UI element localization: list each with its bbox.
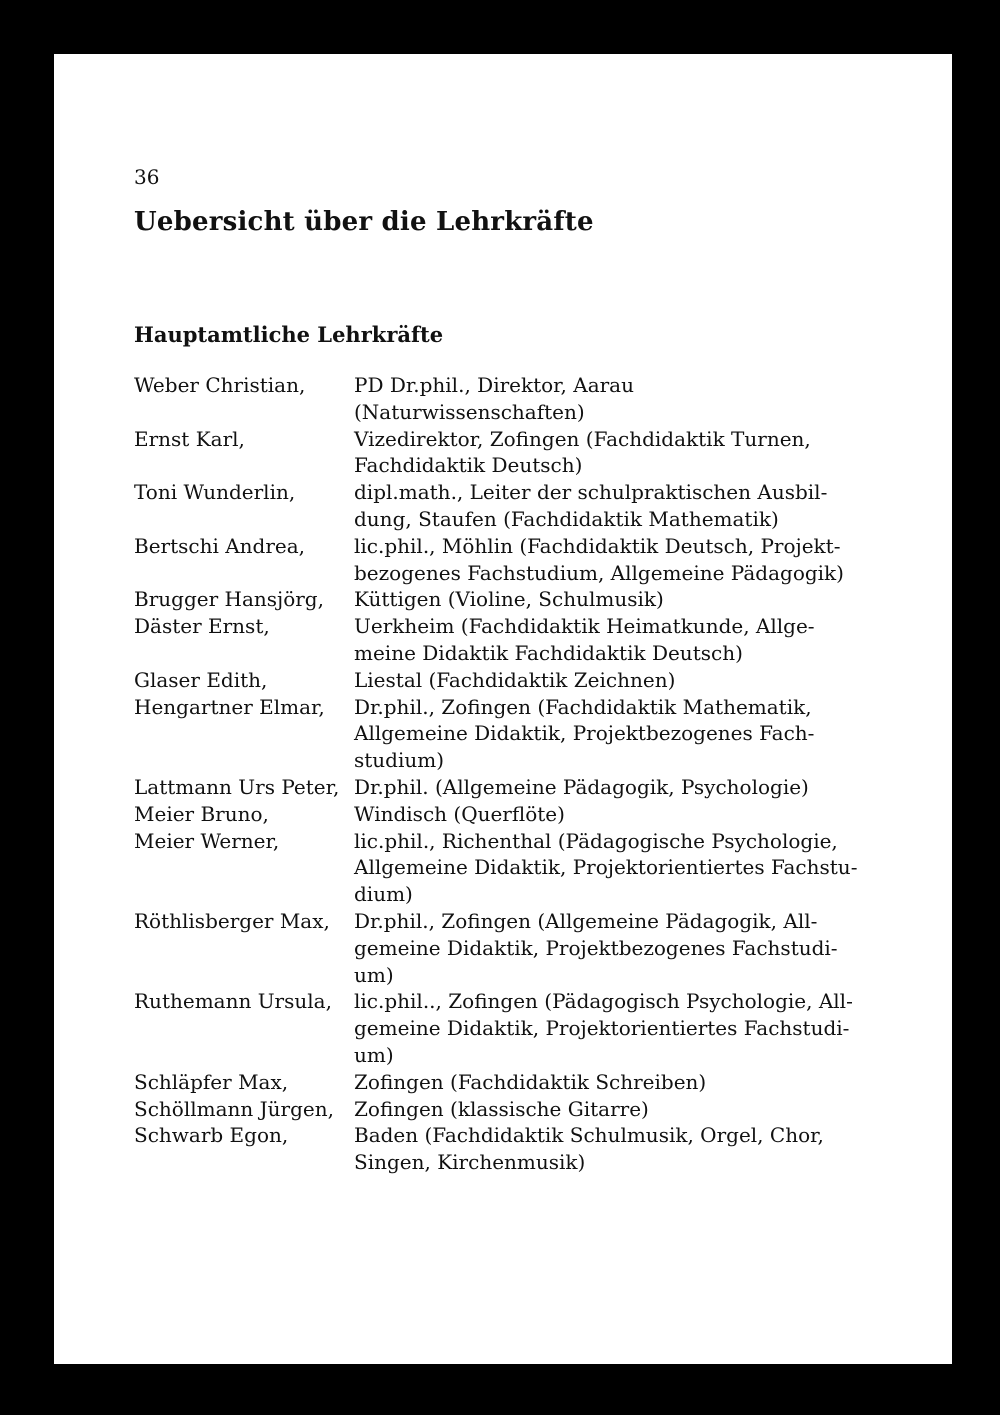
staff-entry — [134, 479, 864, 533]
staff-description-line: meine Didaktik Fachdidaktik Deutsch) — [354, 640, 743, 665]
staff-name: Meier Werner, — [134, 828, 280, 853]
staff-description-line: bezogenes Fachstudium, Allgemeine Pädagogik) — [354, 560, 844, 585]
staff-description-line: dung, Staufen (Fachdidaktik Mathematik) — [354, 506, 779, 531]
section-title: Hauptamtliche Lehrkräfte — [134, 322, 444, 347]
staff-name: Däster Ernst, — [134, 614, 270, 639]
staff-description-line: Fachdidaktik Deutsch) — [354, 453, 583, 478]
staff-description-line: Dr.phil., Zofingen (Fachdidaktik Mathematik, — [354, 694, 812, 719]
staff-description — [354, 828, 864, 908]
staff-description — [354, 613, 864, 667]
document-page — [54, 54, 952, 1364]
staff-description-line: Singen, Kirchenmusik) — [354, 1150, 586, 1175]
staff-description-line: Zofingen (Fachdidaktik Schreiben) — [354, 1069, 707, 1094]
staff-description — [354, 426, 864, 480]
staff-name: Schwarb Egon, — [134, 1123, 289, 1148]
staff-entry — [134, 828, 864, 908]
staff-name: Lattmann Urs Peter, — [134, 774, 340, 799]
staff-entry — [134, 426, 864, 480]
page-title: Uebersicht über die Lehrkräfte — [134, 207, 594, 237]
staff-description — [354, 533, 864, 587]
staff-description — [354, 1096, 864, 1123]
staff-description-line: Vizedirektor, Zofingen (Fachdidaktik Turnen, — [354, 426, 811, 451]
page-number: 36 — [134, 165, 160, 189]
staff-description-line: Uerkheim (Fachdidaktik Heimatkunde, Allge- — [354, 614, 815, 639]
staff-description-line: um) — [354, 1042, 394, 1067]
staff-description-line: lic.phil., Richenthal (Pädagogische Psychologie, — [354, 828, 838, 853]
staff-entry — [134, 908, 864, 988]
staff-description — [354, 1069, 864, 1096]
staff-description-line: PD Dr.phil., Direktor, Aarau — [354, 373, 634, 397]
staff-name: Ernst Karl, — [134, 426, 245, 451]
staff-description-line: dium) — [354, 882, 413, 907]
staff-description — [354, 479, 864, 533]
staff-description — [354, 694, 864, 774]
staff-entry — [134, 667, 864, 694]
staff-entry — [134, 1096, 864, 1123]
staff-description-line: Dr.phil., Zofingen (Allgemeine Pädagogik, All- — [354, 908, 818, 933]
staff-description-line: (Naturwissenschaften) — [354, 399, 585, 424]
staff-description — [354, 372, 864, 426]
staff-entry — [134, 613, 864, 667]
staff-description-line: lic.phil.., Zofingen (Pädagogisch Psychologie, All- — [354, 989, 853, 1014]
staff-description — [354, 774, 864, 801]
staff-entry — [134, 586, 864, 613]
staff-name: Toni Wunderlin, — [134, 480, 296, 505]
staff-name: Bertschi Andrea, — [134, 533, 306, 558]
staff-name: Ruthemann Ursula, — [134, 989, 332, 1014]
staff-entry — [134, 801, 864, 828]
staff-description — [354, 667, 864, 694]
staff-description-line: gemeine Didaktik, Projektbezogenes Fachstudi- — [354, 935, 838, 960]
staff-description — [354, 988, 864, 1068]
staff-name: Hengartner Elmar, — [134, 694, 325, 719]
staff-description-line: Dr.phil. (Allgemeine Pädagogik, Psychologie) — [354, 774, 809, 799]
staff-description-line: lic.phil., Möhlin (Fachdidaktik Deutsch, Projekt- — [354, 533, 841, 558]
staff-description — [354, 801, 864, 828]
staff-list — [134, 372, 864, 1176]
staff-entry — [134, 774, 864, 801]
staff-name: Schöllmann Jürgen, — [134, 1096, 334, 1121]
staff-description-line: um) — [354, 962, 394, 987]
staff-description-line: Küttigen (Violine, Schulmusik) — [354, 587, 664, 612]
staff-name: Weber Christian, — [134, 373, 306, 397]
staff-name: Röthlisberger Max, — [134, 908, 330, 933]
staff-description-line: Liestal (Fachdidaktik Zeichnen) — [354, 667, 676, 692]
staff-description-line: Allgemeine Didaktik, Projektbezogenes Fach- — [354, 721, 815, 746]
staff-description-line: Allgemeine Didaktik, Projektorientiertes Fachstu- — [354, 855, 858, 880]
staff-description-line: studium) — [354, 748, 445, 773]
staff-name: Schläpfer Max, — [134, 1069, 289, 1094]
staff-entry — [134, 694, 864, 774]
staff-description-line: gemeine Didaktik, Projektorientiertes Fachstudi- — [354, 1016, 850, 1041]
staff-description — [354, 908, 864, 988]
staff-entry — [134, 372, 864, 426]
staff-description-line: Baden (Fachdidaktik Schulmusik, Orgel, Chor, — [354, 1123, 824, 1148]
staff-description-line: Zofingen (klassische Gitarre) — [354, 1096, 649, 1121]
staff-description — [354, 586, 864, 613]
staff-name: Glaser Edith, — [134, 667, 268, 692]
staff-name: Meier Bruno, — [134, 801, 269, 826]
staff-entry — [134, 988, 864, 1068]
staff-name: Brugger Hansjörg, — [134, 587, 324, 612]
staff-description-line: dipl.math., Leiter der schulpraktischen Ausbil- — [354, 480, 828, 505]
staff-description — [354, 1122, 864, 1176]
staff-entry — [134, 533, 864, 587]
staff-entry — [134, 1122, 864, 1176]
staff-description-line: Windisch (Querflöte) — [354, 801, 565, 826]
staff-entry — [134, 1069, 864, 1096]
